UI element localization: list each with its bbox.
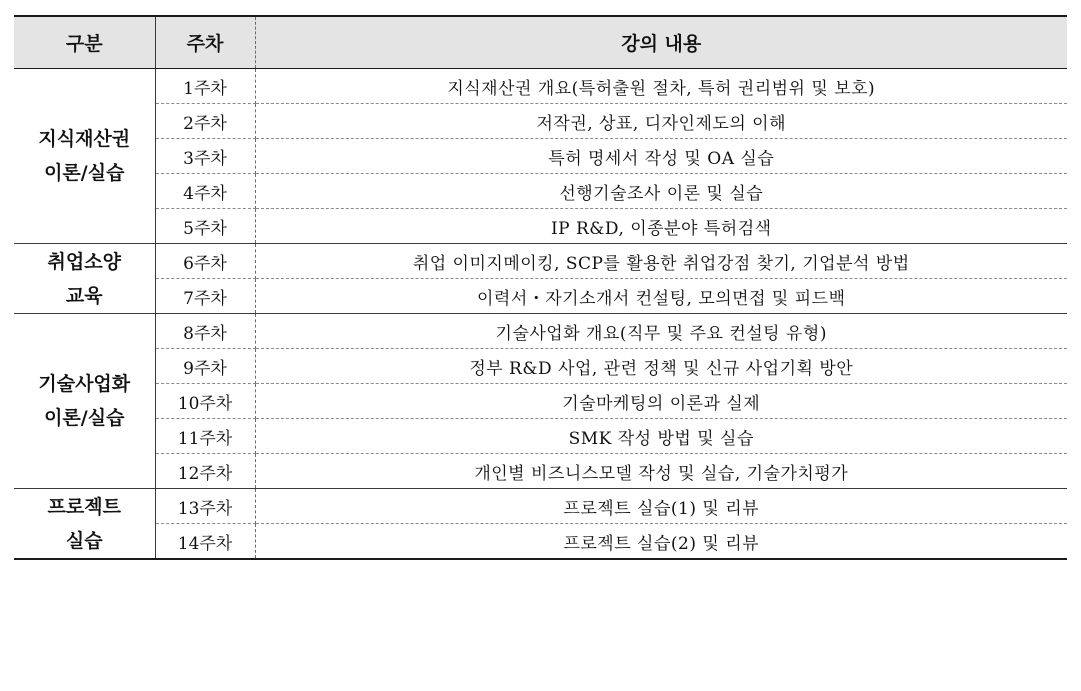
- category-cell: [14, 489, 155, 560]
- lecture-content-cell: 프로젝트 실습(2) 및 리뷰: [255, 524, 1067, 560]
- week-cell: 7주차: [155, 279, 255, 314]
- lecture-content-cell: 저작권, 상표, 디자인제도의 이해: [255, 104, 1067, 139]
- lecture-content-cell: IP R&D, 이종분야 특허검색: [255, 209, 1067, 244]
- table-row: [14, 279, 1067, 314]
- week-cell: 5주차: [155, 209, 255, 244]
- table-row: [14, 524, 1067, 560]
- curriculum-table-container: [14, 15, 1067, 560]
- table-row: [14, 69, 1067, 104]
- week-cell: 1주차: [155, 69, 255, 104]
- lecture-content-cell: 취업 이미지메이킹, SCP를 활용한 취업강점 찾기, 기업분석 방법: [255, 244, 1067, 279]
- curriculum-table: [14, 15, 1067, 560]
- lecture-content-cell: 프로젝트 실습(1) 및 리뷰: [255, 489, 1067, 524]
- category-label: 이론/실습: [44, 162, 125, 184]
- table-row: [14, 454, 1067, 489]
- week-cell: 10주차: [155, 384, 255, 419]
- header-category: 구분: [14, 16, 155, 69]
- lecture-content-cell: 기술사업화 개요(직무 및 주요 컨설팅 유형): [255, 314, 1067, 349]
- week-cell: 12주차: [155, 454, 255, 489]
- week-cell: 13주차: [155, 489, 255, 524]
- week-cell: 11주차: [155, 419, 255, 454]
- header-content: 강의 내용: [255, 16, 1067, 69]
- week-cell: 9주차: [155, 349, 255, 384]
- table-row: [14, 349, 1067, 384]
- category-cell: [14, 69, 155, 244]
- header-week: 주차: [155, 16, 255, 69]
- category-label: 기술사업화: [38, 373, 131, 395]
- lecture-content-cell: 특허 명세서 작성 및 OA 실습: [255, 139, 1067, 174]
- week-cell: 6주차: [155, 244, 255, 279]
- category-label: 프로젝트: [47, 495, 121, 518]
- table-row: [14, 489, 1067, 524]
- category-label: 이론/실습: [44, 407, 125, 429]
- lecture-content-cell: 지식재산권 개요(특허출원 절차, 특허 권리범위 및 보호): [255, 69, 1067, 104]
- category-label: 지식재산권: [38, 128, 131, 150]
- table-body: [14, 69, 1067, 560]
- table-row: [14, 174, 1067, 209]
- table-row: [14, 419, 1067, 454]
- lecture-content-cell: SMK 작성 방법 및 실습: [255, 419, 1067, 454]
- category-label: 실습: [65, 529, 103, 552]
- category-label: 취업소양: [47, 250, 121, 273]
- category-cell: [14, 244, 155, 314]
- week-cell: 14주차: [155, 524, 255, 560]
- lecture-content-cell: 기술마케팅의 이론과 실제: [255, 384, 1067, 419]
- category-cell: [14, 314, 155, 489]
- table-row: [14, 104, 1067, 139]
- lecture-content-cell: 개인별 비즈니스모델 작성 및 실습, 기술가치평가: [255, 454, 1067, 489]
- header-row: [14, 16, 1067, 69]
- table-row: [14, 244, 1067, 279]
- table-row: [14, 209, 1067, 244]
- week-cell: 4주차: [155, 174, 255, 209]
- week-cell: 3주차: [155, 139, 255, 174]
- table-row: [14, 139, 1067, 174]
- week-cell: 8주차: [155, 314, 255, 349]
- lecture-content-cell: 정부 R&D 사업, 관련 정책 및 신규 사업기획 방안: [255, 349, 1067, 384]
- table-header: [14, 16, 1067, 69]
- lecture-content-cell: 이력서・자기소개서 컨설팅, 모의면접 및 피드백: [255, 279, 1067, 314]
- table-row: [14, 314, 1067, 349]
- lecture-content-cell: 선행기술조사 이론 및 실습: [255, 174, 1067, 209]
- category-label: 교육: [65, 284, 103, 307]
- week-cell: 2주차: [155, 104, 255, 139]
- table-row: [14, 384, 1067, 419]
